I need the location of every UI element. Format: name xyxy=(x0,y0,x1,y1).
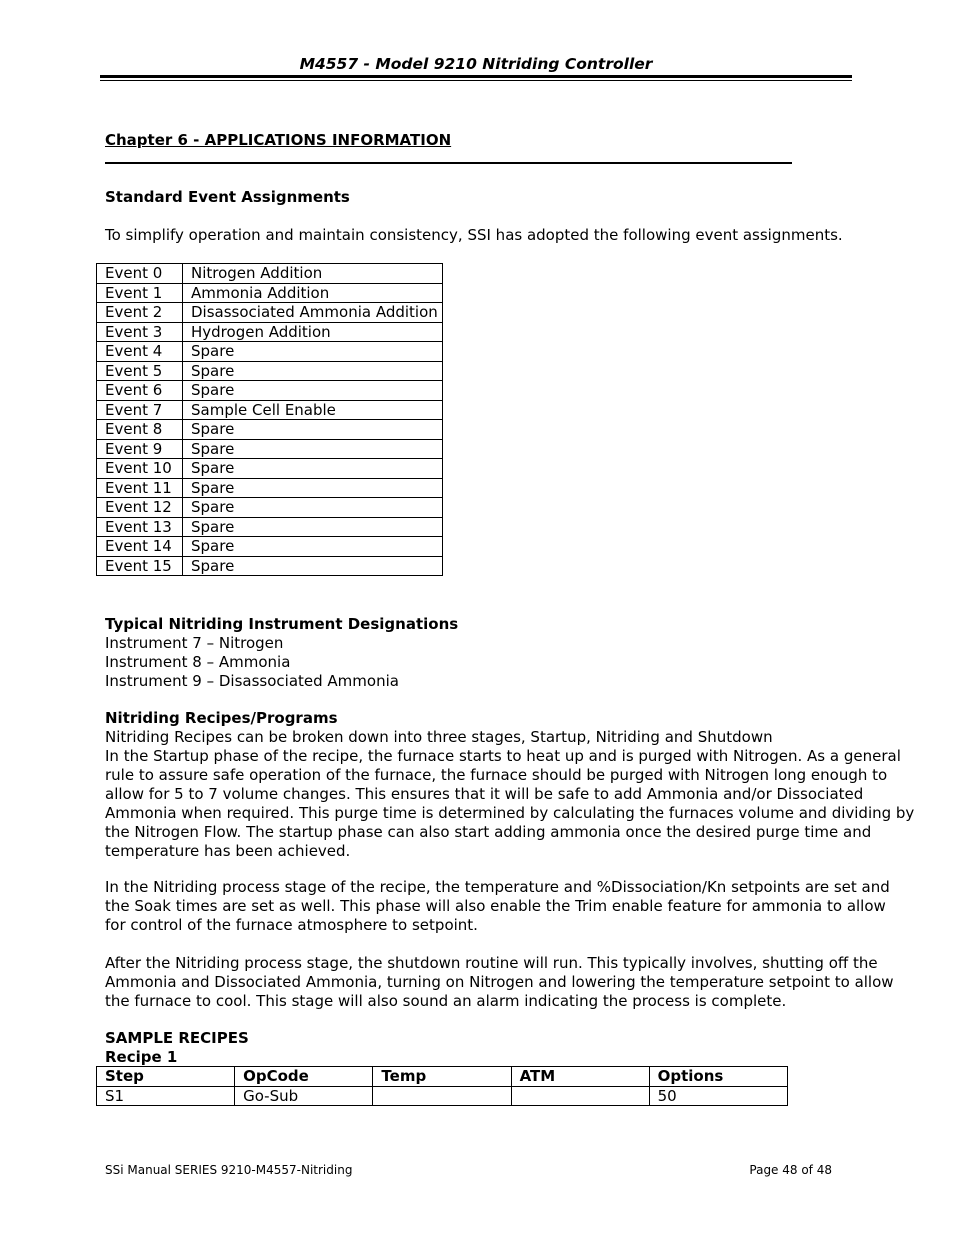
table-row xyxy=(97,517,443,537)
event-description-cell: Spare xyxy=(183,478,443,498)
table-row xyxy=(97,420,443,440)
paragraph-line: the Soak times are set as well. This phase will also enable the Trim enable feature for ammonia to allow xyxy=(105,897,886,915)
chapter-title: Chapter 6 - APPLICATIONS INFORMATION xyxy=(105,131,452,149)
event-number-cell: Event 14 xyxy=(97,537,183,557)
paragraph-line: After the Nitriding process stage, the shutdown routine will run. This typically involves, shutting off the xyxy=(105,954,878,972)
header-rule-thick xyxy=(100,75,852,78)
event-number-cell: Event 0 xyxy=(97,264,183,284)
event-number-cell: Event 6 xyxy=(97,381,183,401)
cell-opcode: Go-Sub xyxy=(235,1086,373,1106)
shutdown-paragraph xyxy=(105,954,894,1011)
footer-manual-name: SSi Manual SERIES 9210-M4557-Nitriding xyxy=(105,1163,353,1177)
event-description-cell: Spare xyxy=(183,498,443,518)
column-header-opcode: OpCode xyxy=(235,1067,373,1087)
paragraph-line: rule to assure safe operation of the furnace, the furnace should be purged with Nitrogen long enough to xyxy=(105,766,888,784)
event-description-cell: Spare xyxy=(183,459,443,479)
event-number-cell: Event 13 xyxy=(97,517,183,537)
table-row xyxy=(97,459,443,479)
paragraph-line: Ammonia and Dissociated Ammonia, turning on Nitrogen and lowering the temperature setpoint to allow xyxy=(105,973,894,991)
event-number-cell: Event 10 xyxy=(97,459,183,479)
recipe-1-table xyxy=(96,1066,788,1106)
header-rule-thin xyxy=(100,80,852,81)
paragraph-line: Ammonia when required. This purge time is determined by calculating the furnaces volume and dividing by xyxy=(105,804,915,822)
event-number-cell: Event 11 xyxy=(97,478,183,498)
event-number-cell: Event 8 xyxy=(97,420,183,440)
paragraph-line: allow for 5 to 7 volume changes. This ensures that it will be safe to add Ammonia and/or Dissociated xyxy=(105,785,864,803)
event-number-cell: Event 4 xyxy=(97,342,183,362)
paragraph-line: temperature has been achieved. xyxy=(105,842,351,860)
event-description-cell: Spare xyxy=(183,342,443,362)
event-assignments-table xyxy=(96,263,443,576)
table-row xyxy=(97,342,443,362)
table-row xyxy=(97,556,443,576)
table-row xyxy=(97,264,443,284)
event-description-cell: Spare xyxy=(183,420,443,440)
event-number-cell: Event 12 xyxy=(97,498,183,518)
event-description-cell: Spare xyxy=(183,381,443,401)
table-row xyxy=(97,322,443,342)
table-row xyxy=(97,439,443,459)
event-description-cell: Spare xyxy=(183,556,443,576)
event-description-cell: Spare xyxy=(183,361,443,381)
column-header-step: Step xyxy=(97,1067,235,1087)
chapter-rule xyxy=(105,162,792,164)
table-row xyxy=(97,303,443,323)
startup-paragraph xyxy=(105,747,914,861)
recipes-intro-line: Nitriding Recipes can be broken down into three stages, Startup, Nitriding and Shutdown xyxy=(105,728,773,746)
cell-temp xyxy=(373,1086,511,1106)
sample-recipes-heading: SAMPLE RECIPES xyxy=(105,1029,249,1047)
column-header-temp: Temp xyxy=(373,1067,511,1087)
table-row xyxy=(97,537,443,557)
paragraph-line: In the Startup phase of the recipe, the furnace starts to heat up and is purged with Nitrogen. As a general xyxy=(105,747,901,765)
cell-atm xyxy=(511,1086,649,1106)
event-number-cell: Event 7 xyxy=(97,400,183,420)
event-assignments-intro: To simplify operation and maintain consistency, SSI has adopted the following event assignments. xyxy=(105,226,843,244)
event-description-cell: Spare xyxy=(183,439,443,459)
nitriding-stage-paragraph xyxy=(105,878,890,935)
event-description-cell: Sample Cell Enable xyxy=(183,400,443,420)
table-header-row xyxy=(97,1067,788,1087)
event-description-cell: Spare xyxy=(183,537,443,557)
table-row xyxy=(97,478,443,498)
cell-step: S1 xyxy=(97,1086,235,1106)
paragraph-line: the furnace to cool. This stage will also sound an alarm indicating the process is complete. xyxy=(105,992,787,1010)
paragraph-line: the Nitrogen Flow. The startup phase can also start adding ammonia once the desired purge time and xyxy=(105,823,872,841)
instrument-line: Instrument 9 – Disassociated Ammonia xyxy=(105,672,399,690)
paragraph-line: for control of the furnace atmosphere to setpoint. xyxy=(105,916,478,934)
column-header-atm: ATM xyxy=(511,1067,649,1087)
event-number-cell: Event 3 xyxy=(97,322,183,342)
event-number-cell: Event 9 xyxy=(97,439,183,459)
table-row xyxy=(97,381,443,401)
event-number-cell: Event 15 xyxy=(97,556,183,576)
instrument-line: Instrument 8 – Ammonia xyxy=(105,653,291,671)
table-row xyxy=(97,361,443,381)
table-row xyxy=(97,400,443,420)
event-number-cell: Event 2 xyxy=(97,303,183,323)
table-row xyxy=(97,498,443,518)
event-description-cell: Disassociated Ammonia Addition xyxy=(183,303,443,323)
instrument-designations-heading: Typical Nitriding Instrument Designations xyxy=(105,615,459,633)
event-number-cell: Event 1 xyxy=(97,283,183,303)
column-header-options: Options xyxy=(649,1067,787,1087)
event-assignments-heading: Standard Event Assignments xyxy=(105,188,350,206)
cell-options: 50 xyxy=(649,1086,787,1106)
footer-page-number: Page 48 of 48 xyxy=(749,1163,832,1177)
recipe-1-label: Recipe 1 xyxy=(105,1048,178,1066)
page-header-title: M4557 - Model 9210 Nitriding Controller xyxy=(299,55,653,73)
event-description-cell: Nitrogen Addition xyxy=(183,264,443,284)
nitriding-recipes-heading: Nitriding Recipes/Programs xyxy=(105,709,338,727)
event-number-cell: Event 5 xyxy=(97,361,183,381)
event-description-cell: Ammonia Addition xyxy=(183,283,443,303)
event-description-cell: Spare xyxy=(183,517,443,537)
instrument-line: Instrument 7 – Nitrogen xyxy=(105,634,284,652)
table-row xyxy=(97,283,443,303)
paragraph-line: In the Nitriding process stage of the recipe, the temperature and %Dissociation/Kn setpoints are set and xyxy=(105,878,890,896)
table-row xyxy=(97,1086,788,1106)
event-description-cell: Hydrogen Addition xyxy=(183,322,443,342)
